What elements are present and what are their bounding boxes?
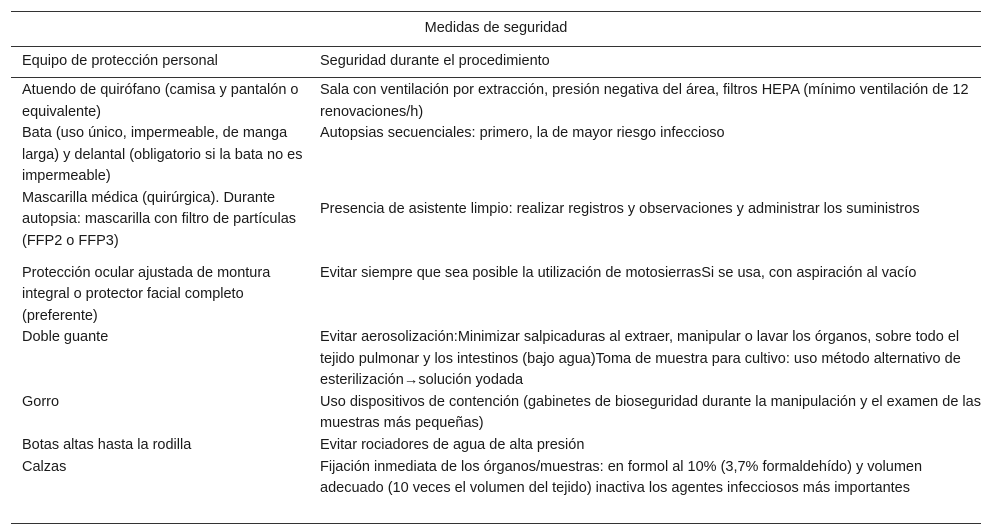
ppe-cell: Calzas <box>11 457 309 524</box>
ppe-cell: Gorro <box>22 393 60 410</box>
procedure-cell: Uso dispositivos de contención (gabinetes de bioseguridad durante la manipulación y el examen de las muestras más pequeñas) <box>320 393 981 431</box>
table-row <box>11 263 981 328</box>
table-row <box>11 392 981 435</box>
procedure-cell: Evitar siempre que sea posible la utilización de motosierrasSi se usa, con aspiración al vacío <box>320 264 917 281</box>
table-row <box>11 188 981 263</box>
ppe-cell: Atuendo de quirófano (camisa y pantalón o equivalente) <box>22 82 299 120</box>
ppe-cell: Protección ocular ajustada de montura integral o protector facial completo (preferente) <box>22 264 271 324</box>
table-row <box>11 123 981 188</box>
ppe-cell: Doble guante <box>22 329 109 345</box>
procedure-cell: Sala con ventilación por extracción, presión negativa del área, filtros HEPA (mínimo ventilación de 12 renovaciones/h) <box>320 82 969 120</box>
procedure-cell: Autopsias secuenciales: primero, la de mayor riesgo infeccioso <box>320 125 725 141</box>
procedure-cell: Evitar aerosolización:Minimizar salpicaduras al extraer, manipular o lavar los órganos, sobre todo el tejido pulmonar y los intestinos (bajo agua)Toma de muestra para cultivo: uso método alternativo de esterilización→solución yodada <box>320 329 961 388</box>
ppe-cell: Bata (uso único, impermeable, de manga larga) y delantal (obligatorio si la bata no es impermeable) <box>22 125 303 184</box>
table-row <box>11 457 981 524</box>
table-row <box>11 78 981 124</box>
procedure-cell: Fijación inmediata de los órganos/muestras: en formol al 10% (3,7% formaldehído) y volumen adecuado (10 veces el volumen del tejido) inactiva los agentes infecciosos más importantes <box>309 457 981 524</box>
safety-measures-table-container <box>11 11 981 524</box>
ppe-cell: Mascarilla médica (quirúrgica). Durante autopsia: mascarilla con filtro de partículas (FFP2 o FFP3) <box>22 189 297 249</box>
column-header-ppe: Equipo de protección personal <box>11 47 309 78</box>
ppe-cell: Botas altas hasta la rodilla <box>22 436 192 453</box>
procedure-cell: Evitar rociadores de agua de alta presión <box>320 436 585 453</box>
column-header-procedure-safety: Seguridad durante el procedimiento <box>309 47 981 78</box>
table-row <box>11 435 981 457</box>
table-caption: Medidas de seguridad <box>11 12 981 47</box>
procedure-cell: Presencia de asistente limpio: realizar registros y observaciones y administrar los suministros <box>320 200 920 217</box>
safety-measures-table <box>11 11 981 524</box>
table-row <box>11 327 981 392</box>
